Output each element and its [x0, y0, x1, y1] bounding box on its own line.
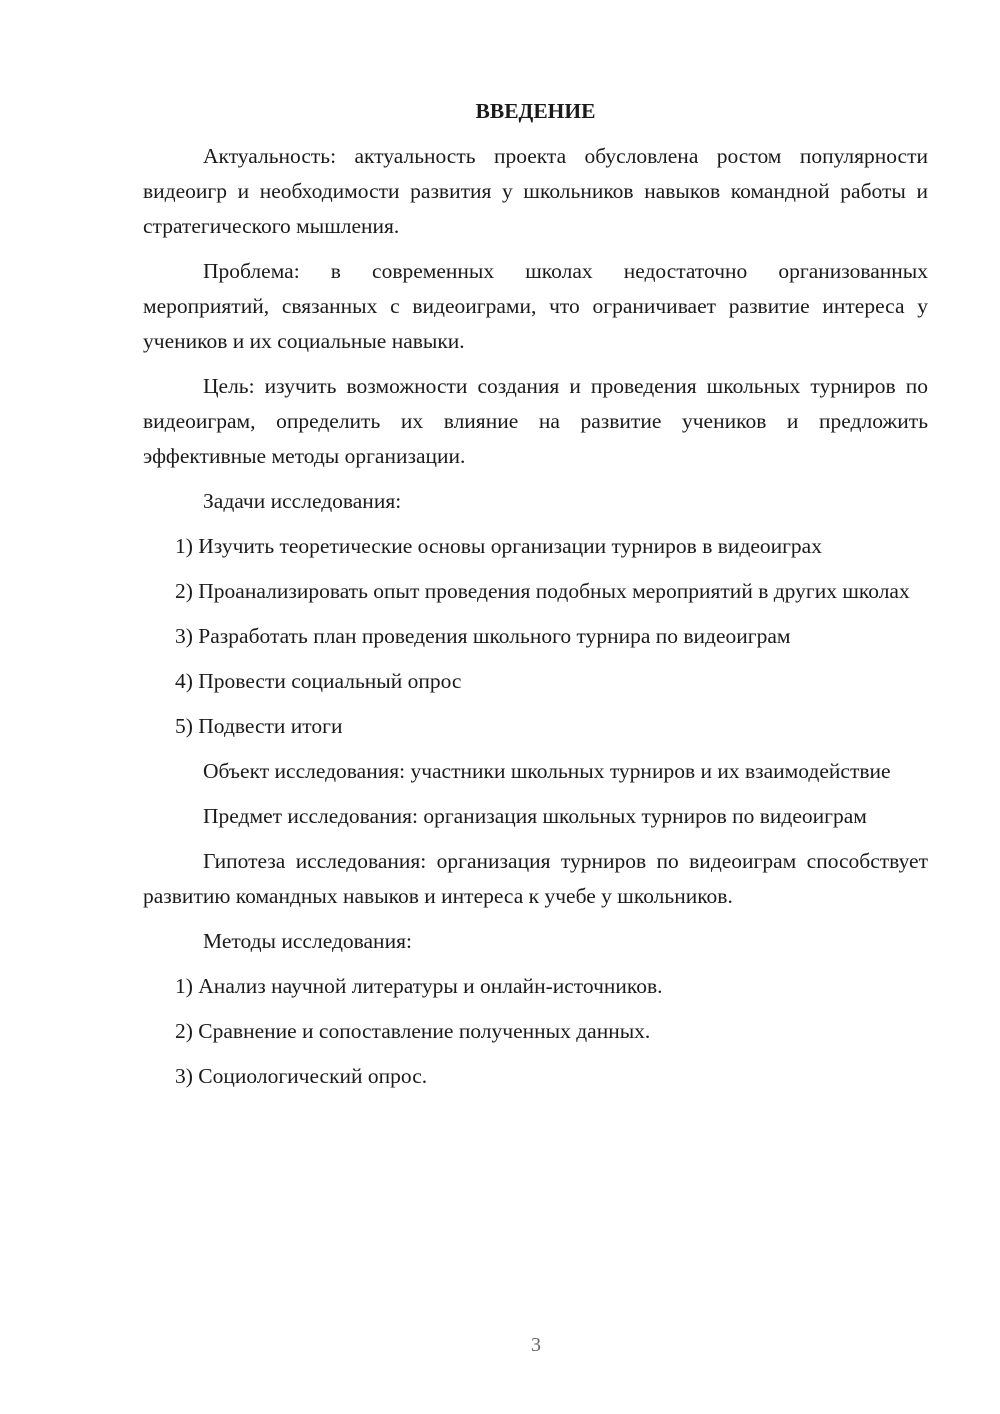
task-item-5: 5) Подвести итоги — [175, 714, 343, 738]
task-item-1: 1) Изучить теоретические основы организации турниров в видеоиграх — [175, 534, 822, 558]
method-item-1: 1) Анализ научной литературы и онлайн-источников. — [175, 974, 663, 998]
page-number: 3 — [531, 1334, 541, 1356]
method-item-2: 2) Сравнение и сопоставление полученных данных. — [175, 1019, 651, 1043]
paragraph-subject: Предмет исследования: организация школьных турниров по видеоиграм — [203, 804, 867, 828]
paragraph-object: Объект исследования: участники школьных турниров и их взаимодействие — [203, 759, 891, 783]
section-title: ВВЕДЕНИЕ — [475, 99, 596, 123]
page-content — [143, 94, 928, 1104]
paragraph-problem: Проблема: в современных школах недостаточно организованных мероприятий, связанных с видеоиграми, что ограничивает развитие интереса у учеников и их социальные навыки. — [143, 259, 928, 353]
task-item-2: 2) Проанализировать опыт проведения подобных мероприятий в других школах — [175, 579, 910, 603]
paragraph-relevance: Актуальность: актуальность проекта обусловлена ростом популярности видеоигр и необходимости развития у школьников навыков командной работы и стратегического мышления. — [143, 144, 928, 238]
method-item-3: 3) Социологический опрос. — [175, 1064, 428, 1088]
paragraph-goal: Цель: изучить возможности создания и проведения школьных турниров по видеоиграм, определить их влияние на развитие учеников и предложить эффективные методы организации. — [143, 374, 928, 468]
paragraph-hypothesis: Гипотеза исследования: организация турниров по видеоиграм способствует развитию командных навыков и интереса к учебе у школьников. — [143, 849, 928, 908]
methods-heading: Методы исследования: — [203, 929, 412, 953]
task-item-3: 3) Разработать план проведения школьного турнира по видеоиграм — [175, 624, 791, 648]
task-item-4: 4) Провести социальный опрос — [175, 669, 462, 693]
tasks-heading: Задачи исследования: — [203, 489, 402, 513]
